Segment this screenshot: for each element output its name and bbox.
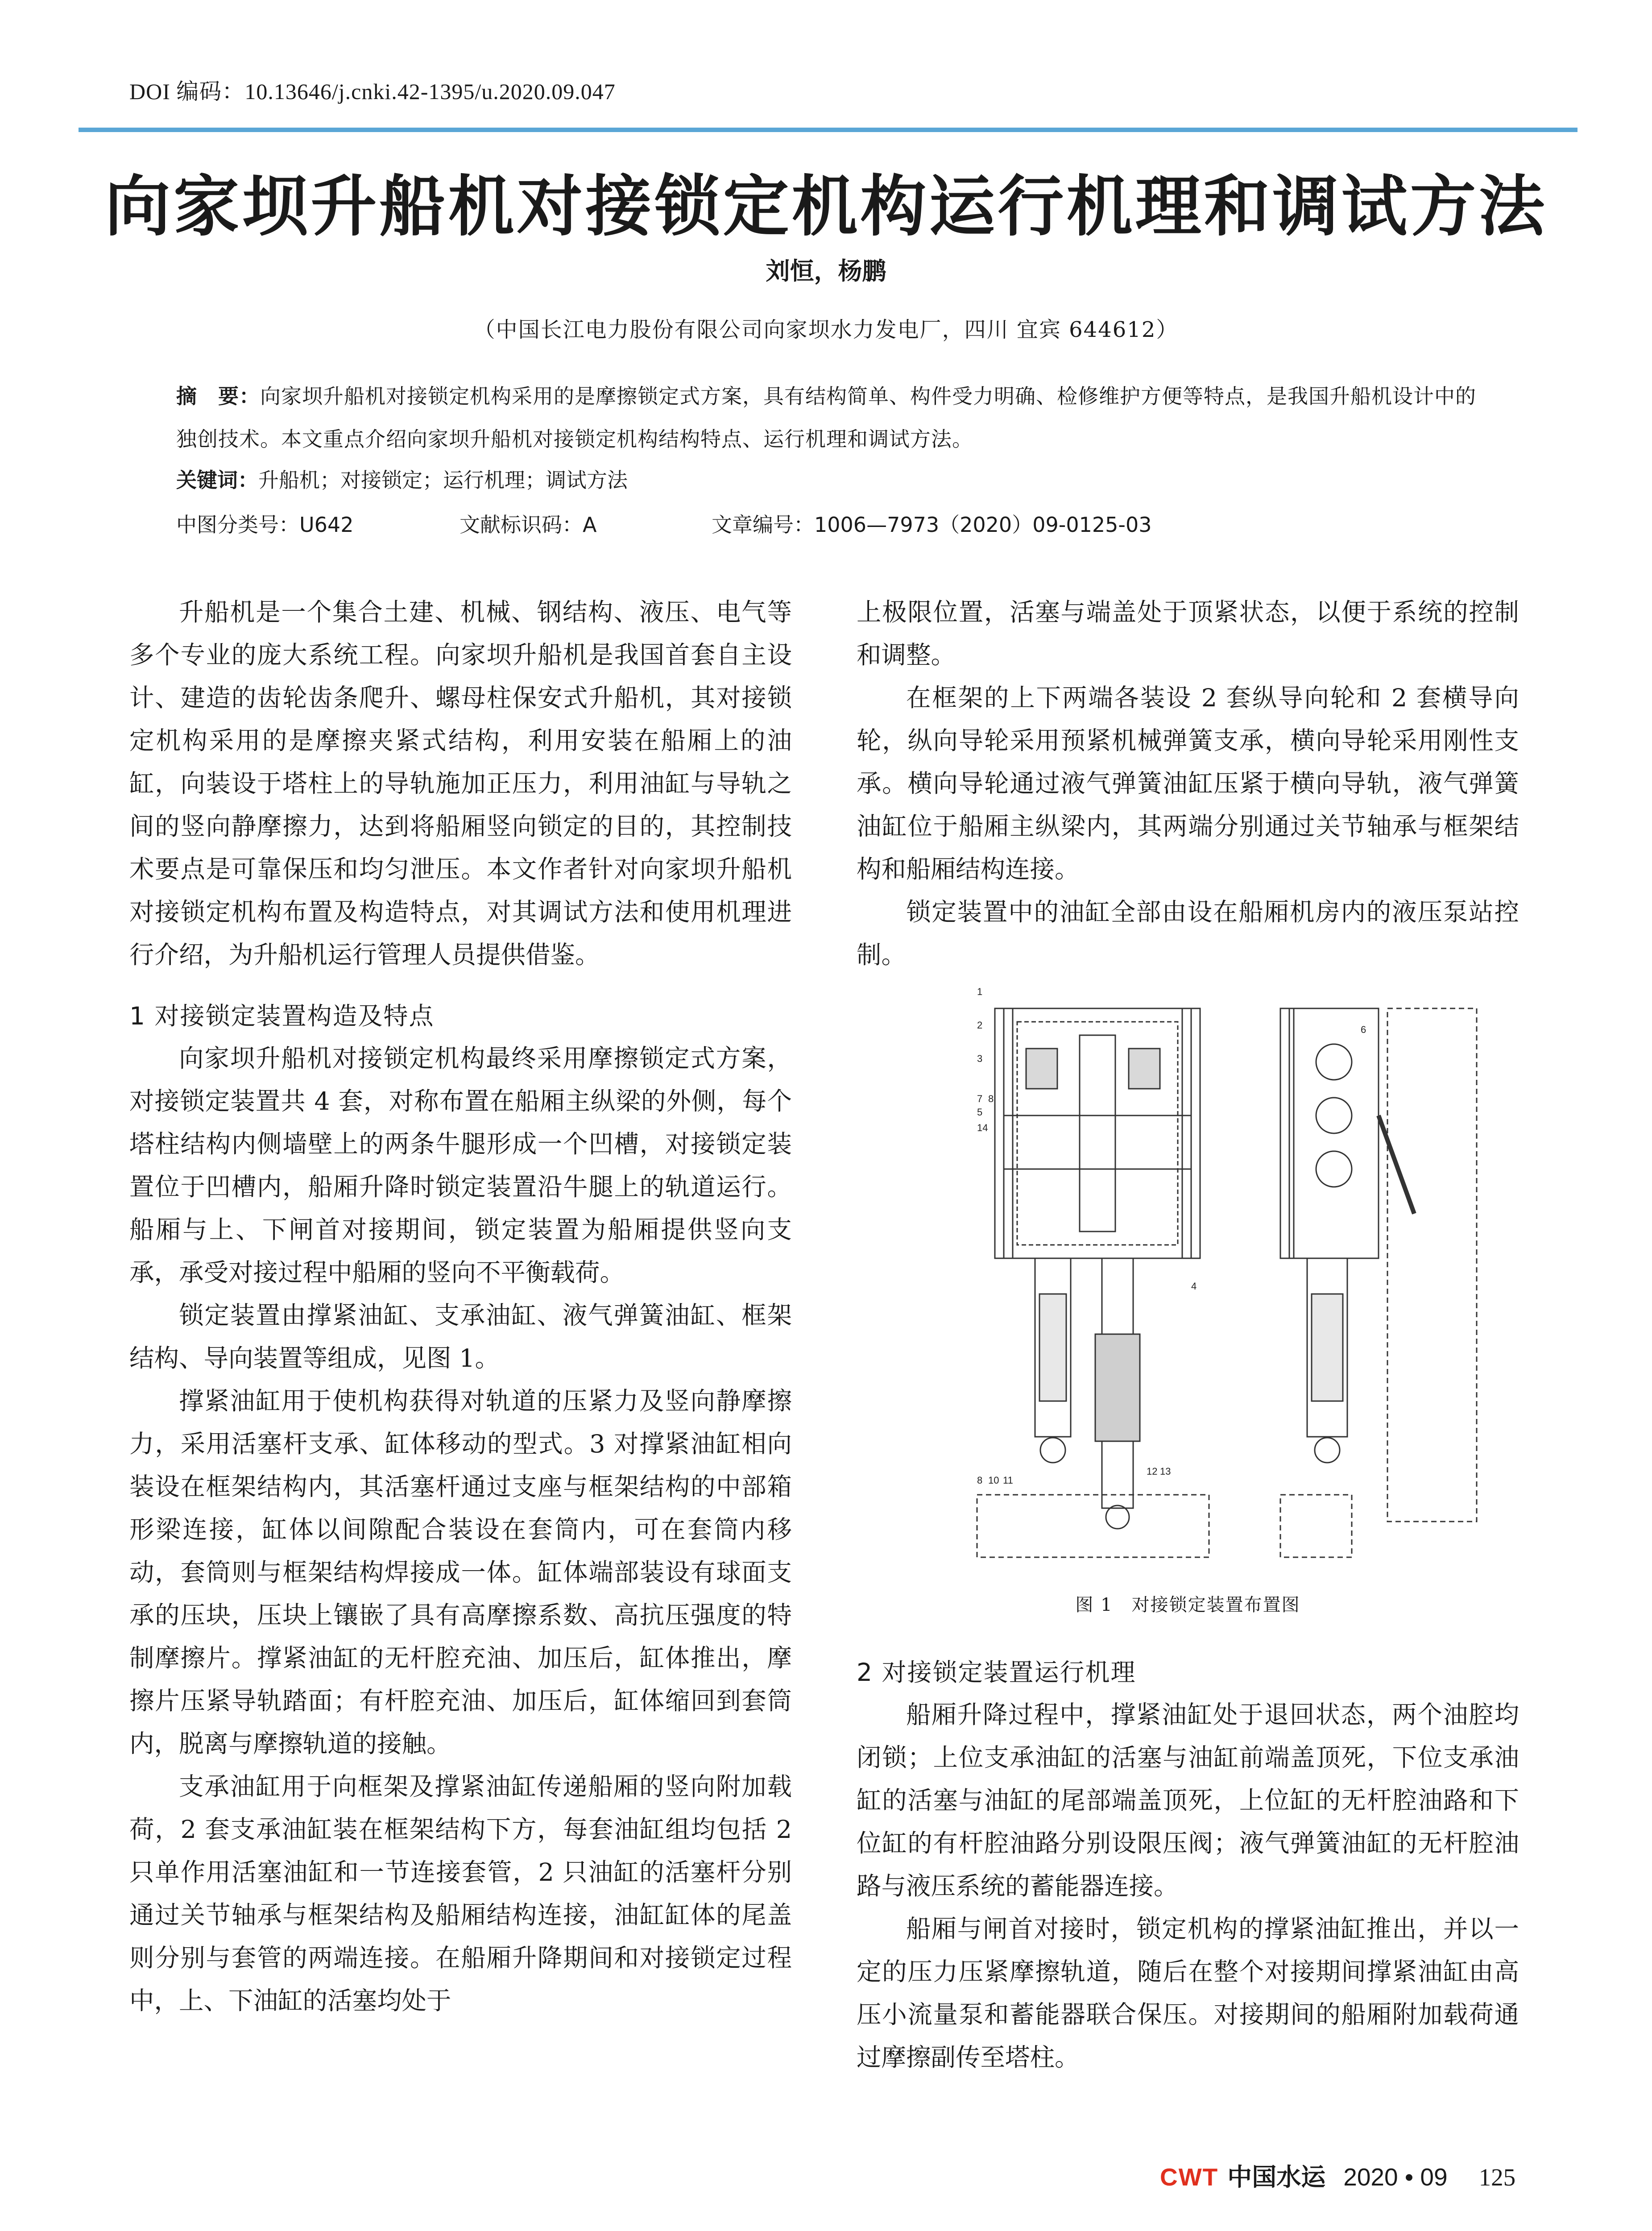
locking-device-side-view (1280, 1008, 1477, 1557)
part-label: 6 (1361, 1024, 1366, 1035)
part-label: 13 (1160, 1466, 1171, 1477)
paragraph: 锁定装置中的油缸全部由设在船厢机房内的液压泵站控制。 (857, 898, 1519, 970)
part-label: 1 (977, 986, 983, 997)
paragraph: 锁定装置由撑紧油缸、支承油缸、液气弹簧油缸、框架结构、导向装置等组成，见图 1。 (129, 1301, 792, 1373)
page-footer (1160, 2157, 1515, 2193)
abstract-label: 摘 要： (176, 384, 260, 408)
paragraph: 撑紧油缸用于使机构获得对轨道的压紧力及竖向静摩擦力，采用活塞杆支承、缸体移动的型式。3 对撑紧油缸相向装设在框架结构内，其活塞杆通过支座与框架结构的中部箱形梁连接，缸体以间隙配合装设在套筒内，可在套筒内移动，套筒则与框架结构焊接成一体。缸体端部装设有球面支承的压块，压块上镶嵌了具有高摩擦系数、高抗压强度的特制摩擦片。撑紧油缸的无杆腔充油、加压后，缸体推出，摩擦片压紧导轨踏面；有杆腔充油、加压后，缸体缩回到套筒内，脱离与摩擦轨道的接触。 (129, 1387, 792, 1758)
part-label: 3 (977, 1053, 983, 1064)
paragraph: 船厢与闸首对接时，锁定机构的撑紧油缸推出，并以一定的压力压紧摩擦轨道，随后在整个对接期间撑紧油缸由高压小流量泵和蓄能器联合保压。对接期间的船厢附加载荷通过摩擦副传至塔柱。 (857, 1915, 1519, 2072)
part-label: 4 (1191, 1281, 1197, 1292)
part-label: 14 (977, 1122, 988, 1133)
affiliation: （中国长江电力股份有限公司向家坝水力发电厂，四川 宜宾 644612） (473, 317, 1179, 342)
keywords-text: 升船机；对接锁定；运行机理；调试方法 (258, 468, 628, 492)
part-label: 5 (977, 1107, 983, 1118)
keywords (176, 464, 628, 493)
abstract-text: 向家坝升船机对接锁定机构采用的是摩擦锁定式方案，具有结构简单、构件受力明确、检修维护方便等特点，是我国升船机设计中的独创技术。本文重点介绍向家坝升船机对接锁定机构结构特点、运行机理和调试方法。 (176, 384, 1476, 451)
paragraph: 船厢升降过程中，撑紧油缸处于退回状态，两个油腔均闭锁；上位支承油缸的活塞与油缸前端盖顶死，下位支承油缸的活塞与油缸的尾部端盖顶死，上位缸的无杆腔油路和下位缸的有杆腔油路分别设限压阀；液气弹簧油缸的无杆腔油路与液压系统的蓄能器连接。 (857, 1700, 1519, 1901)
section-heading-2: 2 对接锁定装置运行机理 (857, 1658, 1136, 1687)
part-label: 7 (977, 1093, 983, 1104)
doi-line: DOI 编码：10.13646/j.cnki.42-1395/u.2020.09.047 (129, 79, 616, 104)
section-heading-1: 1 对接锁定装置构造及特点 (129, 1002, 435, 1030)
authors: 刘恒，杨鹏 (766, 257, 886, 285)
header-rule (79, 128, 1577, 132)
figure-caption: 图 1 对接锁定装置布置图 (1075, 1595, 1300, 1615)
part-label: 2 (977, 1020, 983, 1031)
paragraph: 向家坝升船机对接锁定机构最终采用摩擦锁定式方案，对接锁定装置共 4 套，对称布置在船厢主纵梁的外侧，每个塔柱结构内侧墙壁上的两条牛腿形成一个凹槽，对接锁定装置位于凹槽内，船厢升降时锁定装置沿牛腿上的轨道运行。船厢与上、下闸首对接期间，锁定装置为船厢提供竖向支承，承受对接过程中船厢的竖向不平衡载荷。 (129, 1044, 792, 1287)
article-number: 文章编号：1006—7973（2020）09-0125-03 (712, 513, 1152, 537)
journal-name: 中国水运 (1227, 2162, 1326, 2191)
paragraph: 升船机是一个集合土建、机械、钢结构、液压、电气等多个专业的庞大系统工程。向家坝升船机是我国首套自主设计、建造的齿轮齿条爬升、螺母柱保安式升船机，其对接锁定机构采用的是摩擦夹紧式结构，利用安装在船厢上的油缸，向装设于塔柱上的导轨施加正压力，利用油缸与导轨之间的竖向静摩擦力，达到将船厢竖向锁定的目的，其控制技术要点是可靠保压和均匀泄压。本文作者针对向家坝升船机对接锁定机构布置及构造特点，对其调试方法和使用机理进行介绍，为升船机运行管理人员提供借鉴。 (129, 598, 792, 970)
right-column-top (857, 591, 1519, 977)
left-column (129, 591, 792, 2023)
paragraph: 支承油缸用于向框架及撑紧油缸传递船厢的竖向附加载荷，2 套支承油缸装在框架结构下方，每套油缸组均包括 2 只单作用活塞油缸和一节连接套管，2 只油缸的活塞杆分别通过关节轴承与框架结构及船厢结构连接，油缸缸体的尾盖则分别与套管的两端连接。在船厢升降期间和对接锁定过程中，上、下油缸的活塞均处于 (129, 1772, 792, 2015)
part-label: 8 (988, 1093, 994, 1104)
part-label: 8 (977, 1475, 983, 1486)
abstract (176, 375, 1483, 460)
part-label: 11 (1003, 1475, 1013, 1486)
figure-1-drawing (968, 982, 1557, 1571)
document-code: 文献标识码：A (460, 513, 597, 537)
paragraph: 在框架的上下两端各装设 2 套纵导向轮和 2 套横导向轮，纵向导轮采用预紧机械弹簧支承，横向导轮采用刚性支承。横向导轮通过液气弹簧油缸压紧于横向导轨，液气弹簧油缸位于船厢主纵梁内，其两端分别通过关节轴承与框架结构和船厢结构连接。 (857, 684, 1519, 884)
part-label: 10 (988, 1475, 999, 1486)
paper-title: 向家坝升船机对接锁定机构运行机理和调试方法 (104, 168, 1548, 245)
brand-logo-text: CWT (1160, 2163, 1219, 2191)
right-column-bottom (857, 1651, 1519, 2079)
page-number: 125 (1478, 2164, 1516, 2191)
issue-number: 2020 • 09 (1343, 2163, 1448, 2191)
part-label: 12 (1147, 1466, 1158, 1477)
keywords-label: 关键词： (176, 468, 258, 492)
paragraph: 上极限位置，活塞与端盖处于顶紧状态，以便于系统的控制和调整。 (857, 598, 1519, 670)
clc-number: 中图分类号：U642 (176, 513, 354, 537)
